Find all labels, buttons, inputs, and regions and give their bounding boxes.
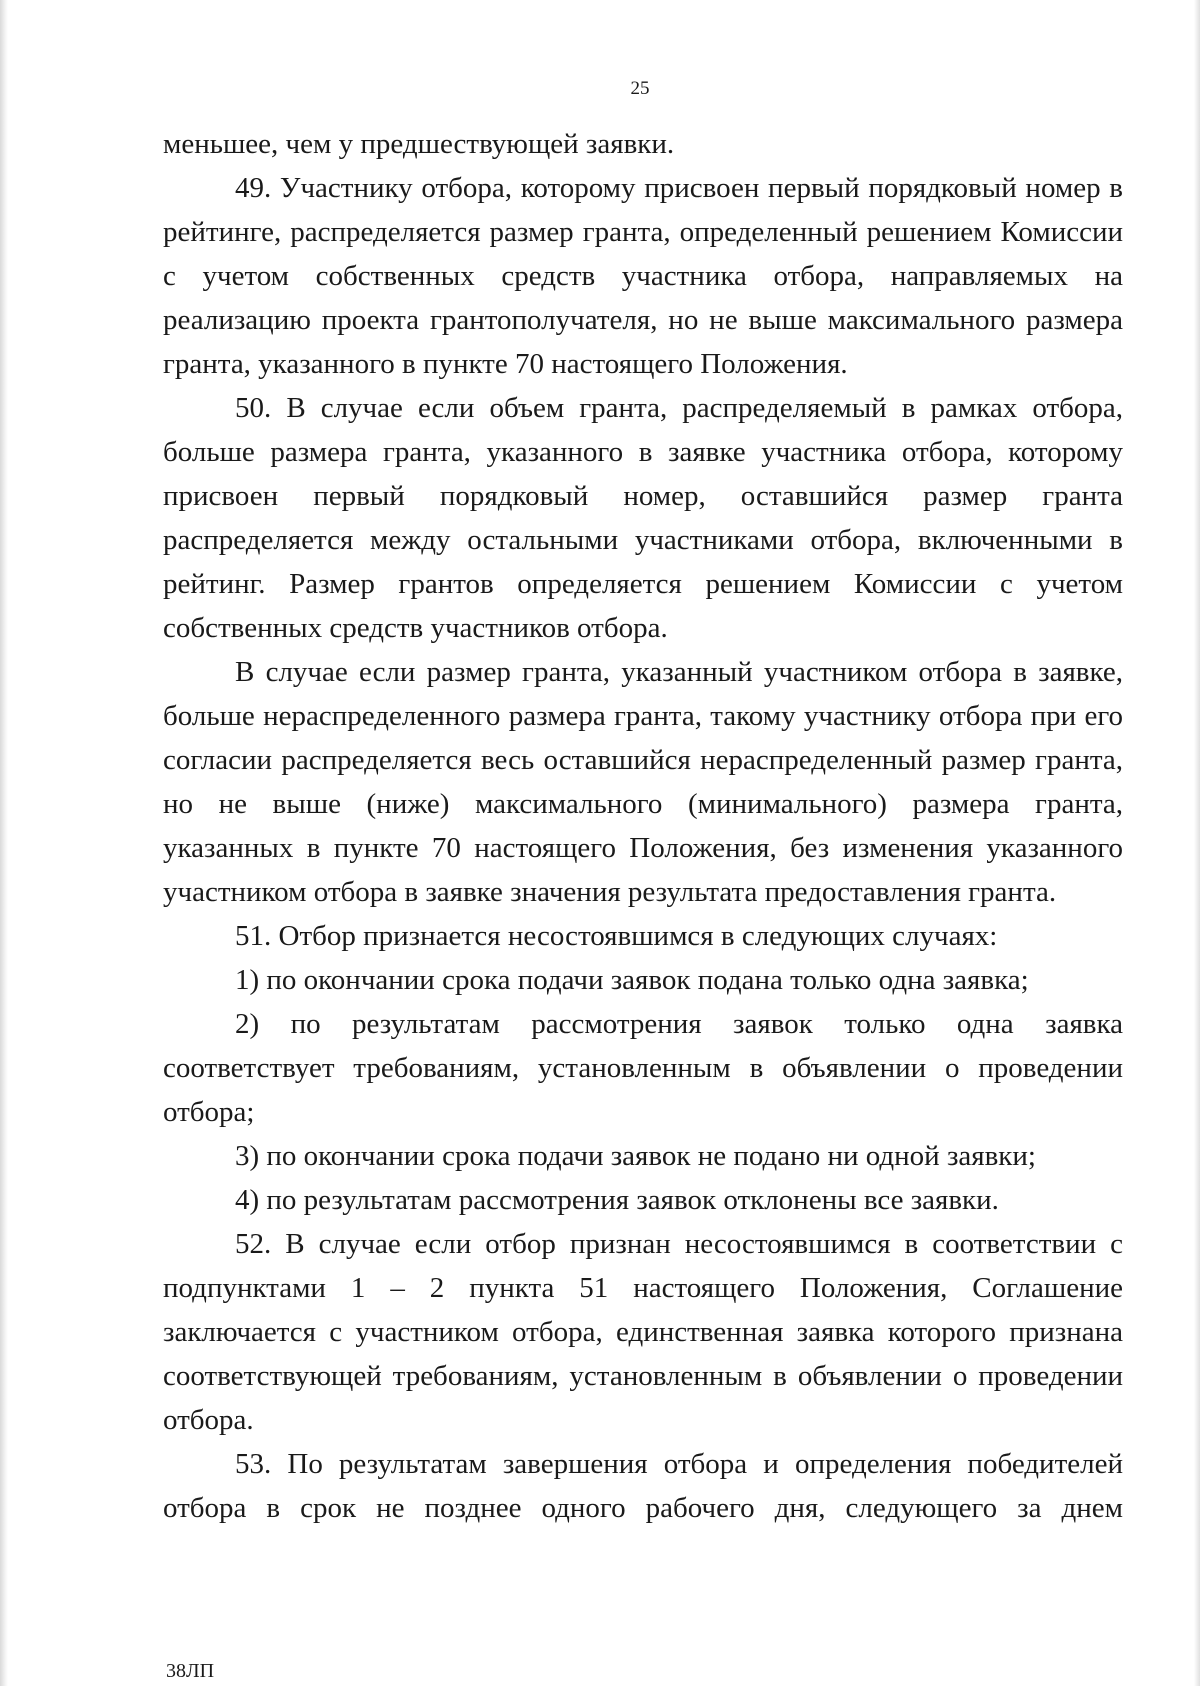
paragraph-continuation: меньшее, чем у предшествующей заявки. — [163, 128, 675, 160]
paragraph-50: 50. В случае если объем гранта, распределяемый в рамках отбора, больше размера гранта, указанного в заявке участника отбора, которому присвоен первый порядковый номер, оставшийся размер гранта распределяется между остальными участниками отбора, включенными в рейтинг. Размер грантов определяется решением Комиссии с учетом собственных средств участников отбора. — [163, 392, 1123, 644]
scan-edge-left — [0, 0, 8, 1686]
paragraph-52: 52. В случае если отбор признан несостоявшимся в соответствии с подпунктами 1 – 2 пункта 51 настоящего Положения, Соглашение заключается с участником отбора, единственная заявка которого признана соответствующей требованиям, установленным в объявлении о проведении отбора. — [163, 1228, 1123, 1436]
footer-document-code: 38ЛП — [166, 1660, 215, 1682]
paragraph-51: 51. Отбор признается несостоявшимся в следующих случаях: — [235, 920, 998, 952]
paragraph-53: 53. По результатам завершения отбора и определения победителей отбора в срок не позднее одного рабочего дня, следующего за днем — [163, 1448, 1123, 1524]
list-item-51-1: 1) по окончании срока подачи заявок подана только одна заявка; — [235, 964, 1029, 996]
list-item-51-2: 2) по результатам рассмотрения заявок только одна заявка соответствует требованиям, установленным в объявлении о проведении отбора; — [163, 1008, 1123, 1128]
list-item-51-3: 3) по окончании срока подачи заявок не подано ни одной заявки; — [235, 1140, 1036, 1172]
paragraph-50-part-2: В случае если размер гранта, указанный участником отбора в заявке, больше нераспределенного размера гранта, такому участнику отбора при его согласии распределяется весь оставшийся нераспределенный размер гранта, но не выше (ниже) максимального (минимального) размера гранта, указанных в пункте 70 настоящего Положения, без изменения указанного участником отбора в заявке значения результата предоставления гранта. — [163, 656, 1123, 908]
paragraph-49: 49. Участнику отбора, которому присвоен первый порядковый номер в рейтинге, распределяется размер гранта, определенный решением Комиссии с учетом собственных средств участника отбора, направляемых на реализацию проекта грантополучателя, но не выше максимального размера гранта, указанного в пункте 70 настоящего Положения. — [163, 172, 1123, 380]
page-number: 25 — [630, 78, 650, 99]
document-body — [163, 122, 1123, 1530]
scan-edge-right — [1194, 0, 1200, 1686]
list-item-51-4: 4) по результатам рассмотрения заявок отклонены все заявки. — [235, 1184, 999, 1216]
